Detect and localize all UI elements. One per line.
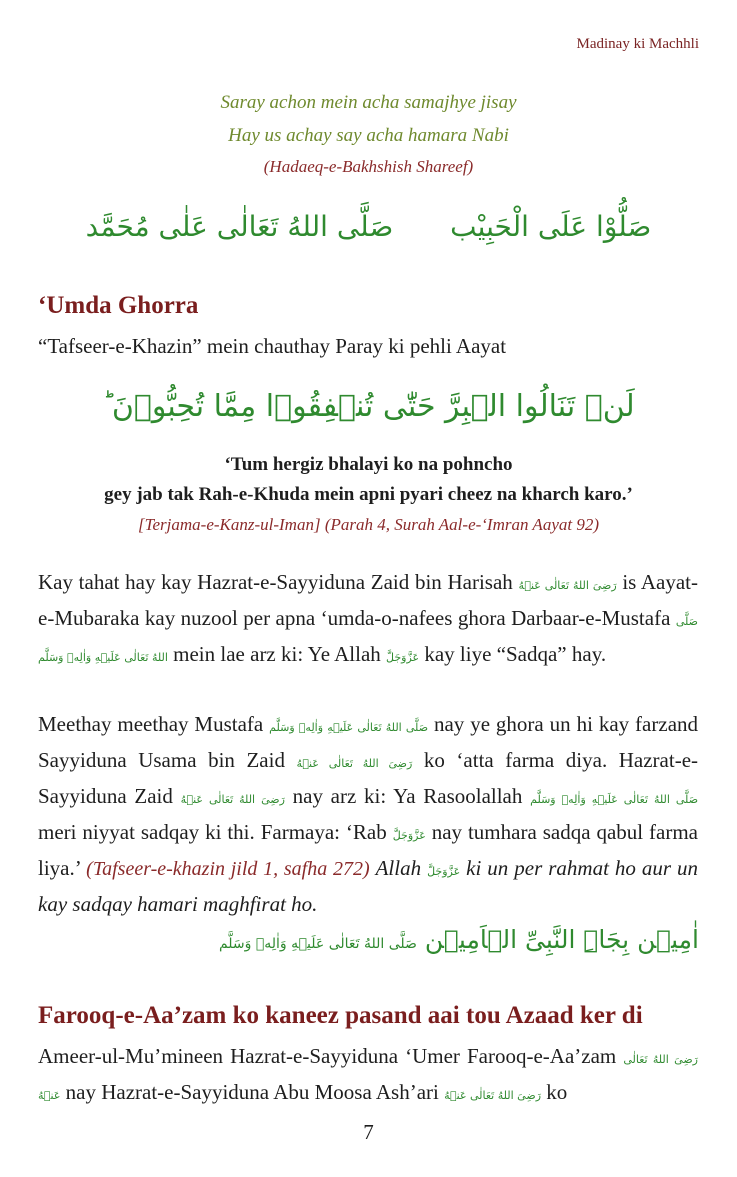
running-head: Madinay ki Machhli bbox=[576, 36, 699, 52]
honorific-ra: رَضِیَ اللهُ تَعَالٰی عَنۡهُ bbox=[296, 757, 413, 770]
salat-left: صَلَّى اللهُ تَعَالٰى عَلٰى مُحَمَّد bbox=[85, 210, 394, 243]
p2-text-a: Meethay meethay Mustafa bbox=[38, 712, 264, 736]
p1-text-c: mein lae arz ki: Ye Allah bbox=[173, 642, 381, 666]
p2-text-c: ko ‘atta farma diya. Hazrat-e-Sayyiduna Zaid bbox=[38, 748, 699, 808]
translation-line-2: gey jab tak Rah-e-Khuda mein apni pyari cheez na kharch karo.’ bbox=[104, 484, 633, 505]
honorific-saw: صَلَّى اللهُ تَعَالٰی عَلَیۡهِ وَاٰلِهٖ وَسَلَّم bbox=[269, 721, 429, 734]
p2-text-g: Allah bbox=[375, 856, 422, 880]
quran-ayah: لَنۡ تَنَالُوا الۡبِرَّ حَتّٰى تُنۡفِقُوۡا مِمَّا تُحِبُّوۡنَ ؕ bbox=[102, 389, 635, 424]
paragraph-2 bbox=[38, 708, 698, 920]
section-heading-farooq: Farooq-e-Aa’zam ko kaneez pasand aai tou Azaad ker di bbox=[38, 1002, 643, 1029]
p1-text-a: Kay tahat hay kay Hazrat-e-Sayyiduna Zaid bin Harisah bbox=[38, 570, 513, 594]
honorific-azza: عَزَّوَجَلَّ bbox=[392, 829, 426, 842]
section1-intro: “Tafseer-e-Khazin” mein chauthay Paray ki pehli Aayat bbox=[38, 334, 507, 358]
section-heading-umda-ghorra: ‘Umda Ghorra bbox=[38, 292, 199, 319]
dua-text: اٰمِیۡن بِجَاہِ النَّبِیِّ الۡاَمِیۡن bbox=[424, 925, 699, 954]
salat-right: صَلُّوْا عَلَى الْحَبِیْب bbox=[450, 210, 652, 243]
translation-line-1: ‘Tum hergiz bhalayi ko na pohncho bbox=[224, 454, 513, 475]
honorific-saw: صَلَّى اللهُ تَعَالٰی عَلَیۡهِ وَاٰلِهٖ وَسَلَّم bbox=[38, 615, 699, 664]
poem-source: (Hadaeq-e-Bakhshish Shareef) bbox=[263, 157, 474, 176]
honorific-ra: رَضِیَ اللهُ تَعَالٰی عَنۡهُ bbox=[518, 579, 617, 592]
p1-text-b: is Aayat-e-Mubaraka kay nuzool per apna ‘umda-o-nafees ghora Darbaar-e-Mustafa bbox=[38, 570, 699, 630]
poem-line-1: Saray achon mein acha samajhye jisay bbox=[220, 92, 517, 113]
ayah-translation bbox=[0, 450, 737, 510]
honorific-azza: عَزَّوَجَلَّ bbox=[427, 865, 461, 878]
poem-line-2: Hay us achay say acha hamara Nabi bbox=[228, 125, 509, 146]
honorific-saw: صَلَّى اللهُ تَعَالٰی عَلَیۡهِ وَاٰلِهٖ وَسَلَّم bbox=[530, 793, 699, 806]
salat-line bbox=[0, 205, 737, 249]
ayah-reference: [Terjama-e-Kanz-ul-Iman] (Parah 4, Surah Aal-e-‘Imran Aayat 92) bbox=[137, 515, 599, 534]
p3-text-b: nay Hazrat-e-Sayyiduna Abu Moosa Ash’ari bbox=[65, 1080, 439, 1104]
poem-block bbox=[0, 86, 737, 182]
honorific-ra: رَضِیَ اللهُ تَعَالٰی عَنۡهُ bbox=[180, 793, 285, 806]
honorific-saw: صَلَّى اللهُ تَعَالٰی عَلَیۡهِ وَاٰلِهٖ وَسَلَّم bbox=[218, 936, 417, 952]
p2-text-d: nay arz ki: Ya Rasoolallah bbox=[292, 784, 523, 808]
paragraph-1 bbox=[38, 566, 698, 674]
page-number: 7 bbox=[363, 1120, 374, 1144]
p2-text-b: nay ye ghora un hi kay farzand Sayyiduna Usama bin Zaid bbox=[38, 712, 699, 772]
honorific-ra: رَضِیَ اللهُ تَعَالٰی عَنۡهُ bbox=[38, 1053, 698, 1102]
p2-text-e: meri niyyat sadqay ki thi. Farmaya: ‘Rab bbox=[38, 820, 387, 844]
p3-text-c: ko bbox=[546, 1080, 568, 1104]
p1-text-d: kay liye “Sadqa” hay. bbox=[424, 642, 607, 666]
p2-text-h: ki un per rahmat ho aur un kay sadqay hamari maghfirat ho. bbox=[38, 856, 699, 916]
honorific-ra: رَضِیَ اللهُ تَعَالٰی عَنۡهُ bbox=[444, 1089, 542, 1102]
p3-text-a: Ameer-ul-Mu’mineen Hazrat-e-Sayyiduna ‘Umer Farooq-e-Aa’zam bbox=[38, 1044, 617, 1068]
ameen-dua bbox=[211, 920, 699, 964]
p2-text-f: nay tumhara sadqa qabul farma liya.’ bbox=[38, 820, 699, 880]
tafseer-citation: (Tafseer-e-khazin jild 1, safha 272) bbox=[86, 858, 370, 880]
paragraph-3 bbox=[38, 1040, 698, 1112]
honorific-azza: عَزَّوَجَلَّ bbox=[386, 651, 420, 664]
